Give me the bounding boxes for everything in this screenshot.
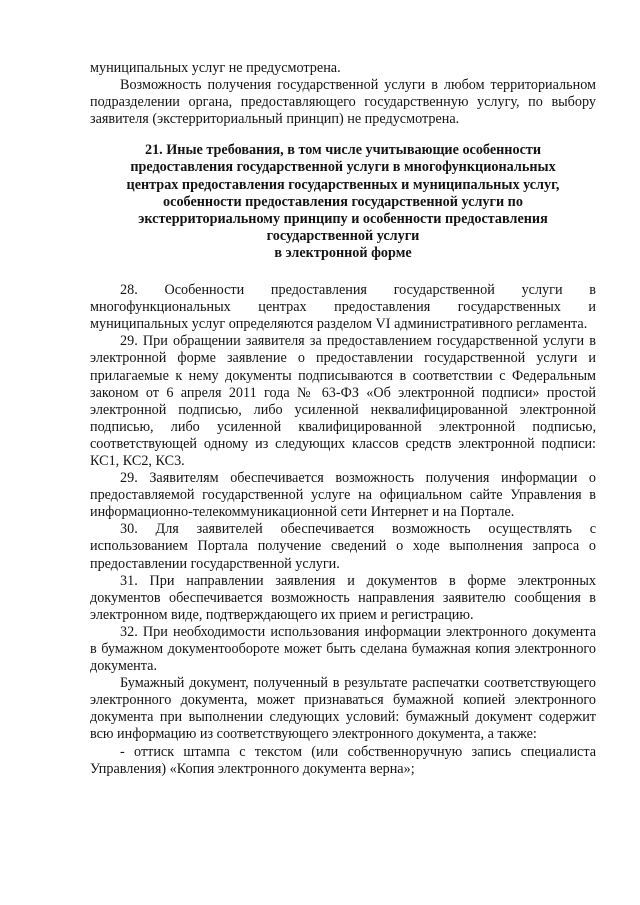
paragraph-28: 28. Особенности предоставления государственной услуги в многофункциональных центрах предоставления государственных и муниципальных услуг определяются разделом VI административного регламента.	[90, 282, 596, 333]
paragraph-29-signature: 29. При обращении заявителя за предоставлением государственной услуги в электронной форме заявление о предоставлении государственной услуги и прилагаемые к нему документы подписываются в соответствии с Федеральным законом от 6 апреля 2011 года № 63-ФЗ «Об электронной подписи» простой электронной подписью, либо усиленной неквалифицированной электронной подписью, либо усиленной квалифицированной электронной подписью, соответствующей одному из следующих классов средств электронной подписи: КС1, КС2, КС3.	[90, 333, 596, 469]
heading-line: предоставления государственной услуги в многофункциональных	[130, 159, 556, 176]
heading-line: центрах предоставления государственных и муниципальных услуг,	[126, 176, 560, 193]
heading-line: государственной услуги	[266, 227, 420, 244]
paragraph-29-information: 29. Заявителям обеспечивается возможность получения информации о предоставляемой государственной услуге на официальном сайте Управления в информационно-телекоммуникационной сети Интернет и на Портале.	[90, 470, 596, 521]
heading-line: экстерриториальному принципу и особенности предоставления	[138, 210, 548, 227]
paragraph-paper-copy: Бумажный документ, полученный в результате распечатки соответствующего электронного документа, может признаваться бумажной копией электронного документа при выполнении следующих условий: бумажный документ содержит всю информацию из соответствующего электронного документа, а также:	[90, 675, 596, 743]
heading-line: особенности предоставления государственной услуги по	[163, 193, 523, 210]
section-heading	[90, 142, 596, 262]
document-page	[90, 60, 596, 778]
list-item: - оттиск штампа с текстом (или собственноручную запись специалиста Управления) «Копия электронного документа верна»;	[90, 743, 596, 777]
heading-line: 21. Иные требования, в том числе учитывающие особенности	[144, 142, 542, 159]
paragraph-30: 30. Для заявителей обеспечивается возможность осуществлять с использованием Портала получение сведений о ходе выполнения запроса о предоставлении государственной услуги.	[90, 521, 596, 572]
intro-paragraph: Возможность получения государственной услуги в любом территориальном подразделении органа, предоставляющего государственную услугу, по выбору заявителя (экстерриториальный принцип) не предусмотрена.	[90, 77, 596, 128]
intro-continuation: муниципальных услуг не предусмотрена.	[90, 60, 341, 76]
heading-line: в электронной форме	[274, 244, 412, 261]
paragraph-31: 31. При направлении заявления и документов в форме электронных документов обеспечивается возможность направления заявителю сообщения в электронном виде, подтверждающего их прием и регистрацию.	[90, 572, 596, 623]
paragraph-32: 32. При необходимости использования информации электронного документа в бумажном документообороте может быть сделана бумажная копия электронного документа.	[90, 623, 596, 675]
